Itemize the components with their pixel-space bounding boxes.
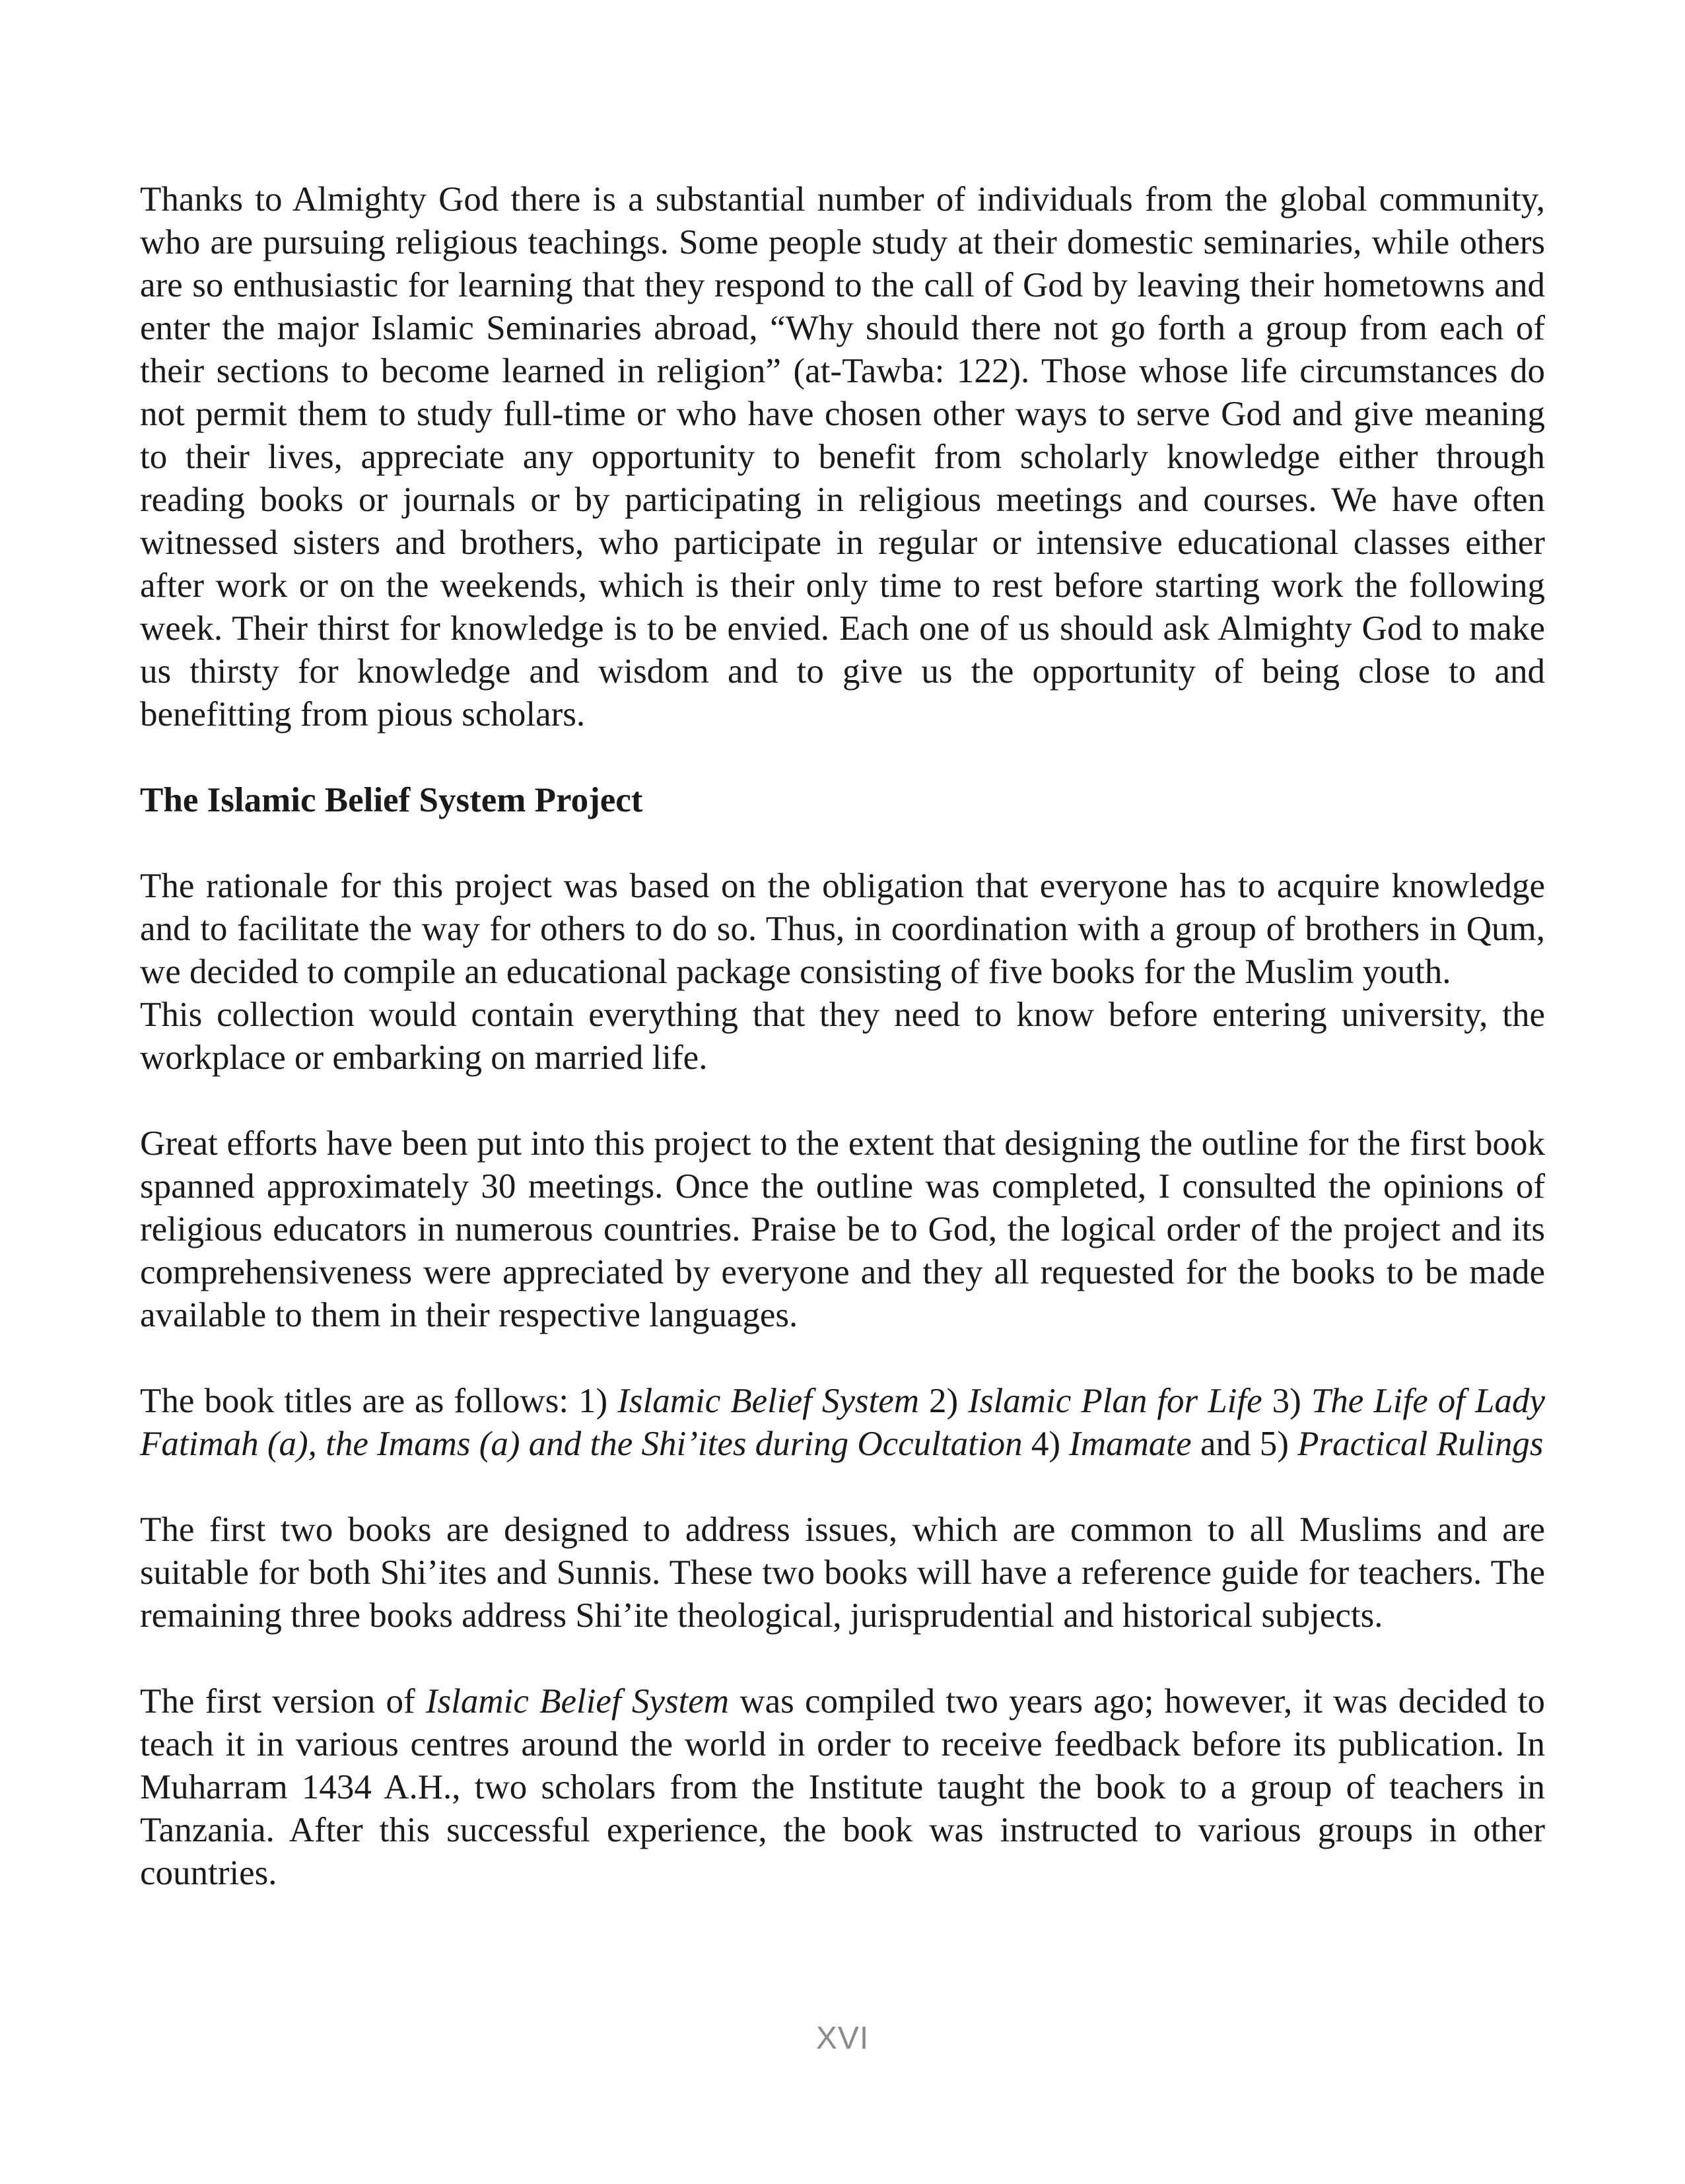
- book-title-1: Islamic Belief System: [617, 1382, 920, 1420]
- paragraph-first-two-books: The first two books are designed to address issues, which are common to all Muslims and are suitable for both Shi’ites and Sunnis. These two books will have a reference guide for teachers. The remaining three books address Shi’ite theological, jurisprudential and historical subjects.: [140, 1511, 1545, 1635]
- titles-sep-3: 3): [1262, 1382, 1311, 1420]
- rationale-sentence-1: The rationale for this project was based on the obligation that everyone has to acquire knowledge and to facilitate the way for others to do so. Thus, in coordination with a group of brothers in Qum, we decided to compile an educational package consisting of five books for the Muslim youth.: [140, 867, 1545, 991]
- paragraph-rationale: [140, 865, 1545, 1079]
- page-number: XVI: [815, 2021, 870, 2056]
- book-title-3: The Life of Lady Fatimah (a), the Imams (a) and the Shi’ites during Occultation: [140, 1382, 1546, 1463]
- titles-sep-2: 2): [919, 1382, 969, 1420]
- titles-intro: The book titles are as follows: 1): [140, 1382, 618, 1420]
- book-title-5: Practical Rulings: [1297, 1425, 1544, 1463]
- titles-sep-4: 4): [1022, 1425, 1070, 1463]
- paragraph-book-titles: [140, 1380, 1545, 1466]
- page-body: [140, 178, 1545, 1938]
- paragraph-efforts: Great efforts have been put into this project to the extent that designing the outline for the first book spanned approximately 30 meetings. Once the outline was completed, I consulted the opinions of religious educators in numerous countries. Praise be to God, the logical order of the project and its comprehensiveness were appreciated by everyone and they all requested for the books to be made available to them in their respective languages.: [140, 1124, 1545, 1334]
- book-title-2: Islamic Plan for Life: [968, 1382, 1262, 1420]
- section-heading: The Islamic Belief System Project: [140, 781, 643, 819]
- rationale-sentence-2: This collection would contain everything that they need to know before entering university, the workplace or embarking on married life.: [140, 996, 1545, 1077]
- first-version-before: The first version of: [140, 1682, 426, 1721]
- titles-sep-5: and 5): [1191, 1425, 1298, 1463]
- first-version-after: was compiled two years ago; however, it was decided to teach it in various centres around the world in order to receive feedback before its publication. In Muharram 1434 A.H., two scholars from the Institute taught the book to a group of teachers in Tanzania. After this successful experience, the book was instructed to various groups in other countries.: [140, 1682, 1546, 1892]
- book-title-4: Imamate: [1069, 1425, 1192, 1463]
- first-version-title: Islamic Belief System: [425, 1682, 730, 1721]
- paragraph-first-version: [140, 1680, 1545, 1895]
- paragraph-introduction: Thanks to Almighty God there is a substantial number of individuals from the global community, who are pursuing religious teachings. Some people study at their domestic seminaries, while others are so enthusiastic for learning that they respond to the call of God by leaving their hometowns and enter the major Islamic Seminaries abroad, “Why should there not go forth a group from each of their sections to become learned in religion” (at-Tawba: 122). Those whose life circumstances do not permit them to study full-time or who have chosen other ways to serve God and give meaning to their lives, appreciate any opportunity to benefit from scholarly knowledge either through reading books or journals or by participating in religious meetings and courses. We have often witnessed sisters and brothers, who participate in regular or intensive educational classes either after work or on the weekends, which is their only time to rest before starting work the following week. Their thirst for knowledge is to be envied. Each one of us should ask Almighty God to make us thirsty for knowledge and wisdom and to give us the opportunity of being close to and benefitting from pious scholars.: [140, 180, 1545, 734]
